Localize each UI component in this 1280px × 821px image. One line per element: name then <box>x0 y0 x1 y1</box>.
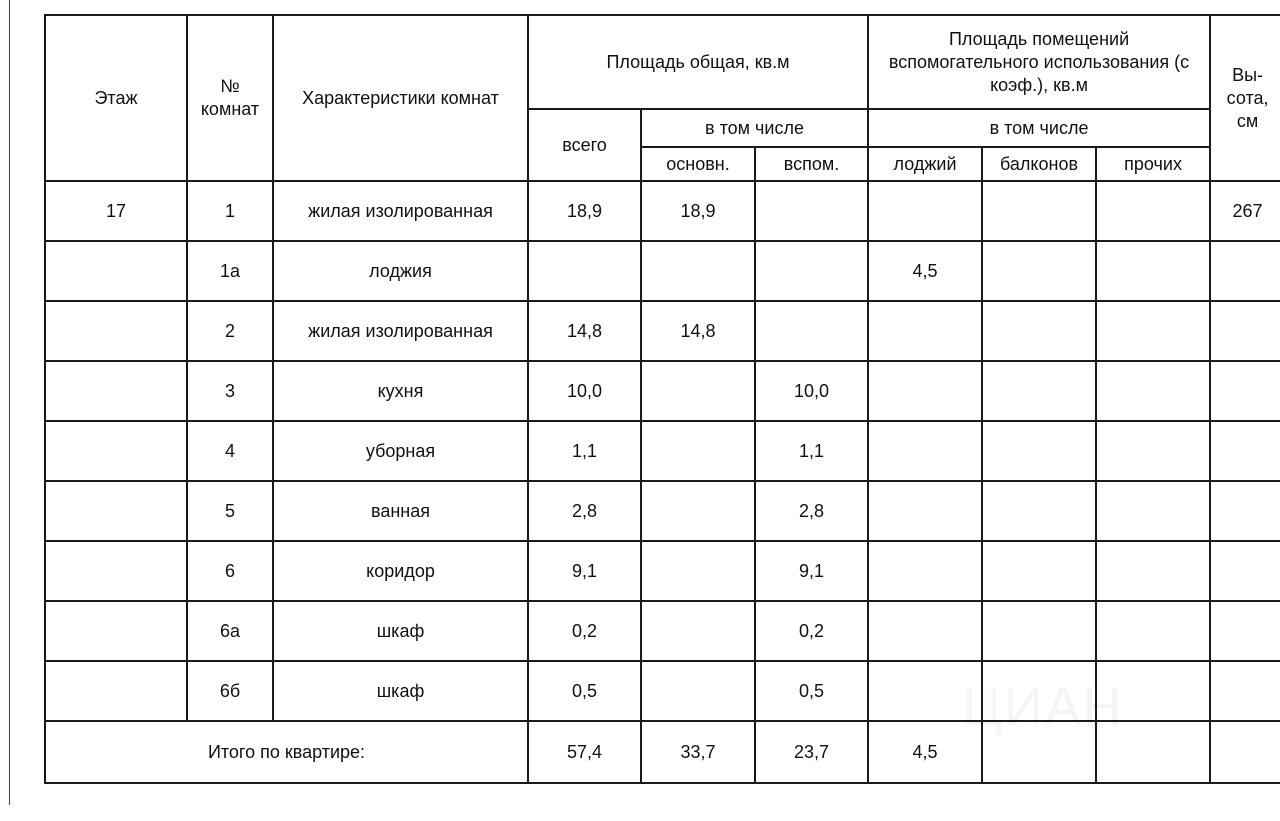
aux-area-cell: 0,5 <box>755 661 868 721</box>
total-area-cell: 1,1 <box>528 421 641 481</box>
room-number-cell: 3 <box>187 361 273 421</box>
main-area-cell: 18,9 <box>641 181 755 241</box>
floor-cell <box>45 601 187 661</box>
balcony-cell <box>982 661 1096 721</box>
main-area-cell <box>641 241 755 301</box>
loggia-cell <box>868 421 982 481</box>
total-area-cell: 18,9 <box>528 181 641 241</box>
aux-area-cell: 1,1 <box>755 421 868 481</box>
main-area-cell <box>641 361 755 421</box>
header-floor: Этаж <box>45 15 187 181</box>
room-explication-table <box>44 14 1280 784</box>
header-including-main: в том числе <box>641 109 868 147</box>
main-area-cell <box>641 481 755 541</box>
room-name-cell: шкаф <box>273 661 528 721</box>
totals-other <box>1096 721 1210 783</box>
room-name-cell: кухня <box>273 361 528 421</box>
room-name-cell: жилая изолированная <box>273 301 528 361</box>
loggia-cell <box>868 601 982 661</box>
loggia-cell <box>868 361 982 421</box>
room-number-cell: 1а <box>187 241 273 301</box>
aux-area-cell: 9,1 <box>755 541 868 601</box>
room-number-cell: 2 <box>187 301 273 361</box>
room-name-cell: жилая изолированная <box>273 181 528 241</box>
totals-main-area: 33,7 <box>641 721 755 783</box>
table-row <box>45 481 1280 541</box>
room-number-cell: 6а <box>187 601 273 661</box>
aux-area-cell: 10,0 <box>755 361 868 421</box>
room-name-cell: лоджия <box>273 241 528 301</box>
header-total-area: Площадь общая, кв.м <box>528 15 868 109</box>
total-area-cell: 0,5 <box>528 661 641 721</box>
totals-height <box>1210 721 1280 783</box>
room-name-cell: коридор <box>273 541 528 601</box>
main-area-cell <box>641 601 755 661</box>
room-number-cell: 6 <box>187 541 273 601</box>
height-cell: 267 <box>1210 181 1280 241</box>
table-row <box>45 241 1280 301</box>
header-including-auxiliary: в том числе <box>868 109 1210 147</box>
loggia-cell: 4,5 <box>868 241 982 301</box>
totals-total-area: 57,4 <box>528 721 641 783</box>
room-number-cell: 5 <box>187 481 273 541</box>
balcony-cell <box>982 481 1096 541</box>
room-name-cell: уборная <box>273 421 528 481</box>
room-number-cell: 6б <box>187 661 273 721</box>
loggia-cell <box>868 301 982 361</box>
table-row <box>45 301 1280 361</box>
height-cell <box>1210 481 1280 541</box>
balcony-cell <box>982 241 1096 301</box>
main-area-cell: 14,8 <box>641 301 755 361</box>
header-room-characteristics: Характеристики комнат <box>273 15 528 181</box>
main-area-cell <box>641 661 755 721</box>
loggia-cell <box>868 541 982 601</box>
total-area-cell: 2,8 <box>528 481 641 541</box>
left-page-border <box>0 0 10 805</box>
room-name-cell: шкаф <box>273 601 528 661</box>
header-loggias: лоджий <box>868 147 982 181</box>
header-main: основн. <box>641 147 755 181</box>
total-area-cell: 9,1 <box>528 541 641 601</box>
floor-cell <box>45 241 187 301</box>
other-cell <box>1096 361 1210 421</box>
height-cell <box>1210 421 1280 481</box>
height-cell <box>1210 301 1280 361</box>
floor-cell: 17 <box>45 181 187 241</box>
height-cell <box>1210 601 1280 661</box>
loggia-cell <box>868 181 982 241</box>
other-cell <box>1096 601 1210 661</box>
floor-cell <box>45 301 187 361</box>
totals-aux-area: 23,7 <box>755 721 868 783</box>
header-room-number: № комнат <box>187 15 273 181</box>
loggia-cell <box>868 481 982 541</box>
balcony-cell <box>982 601 1096 661</box>
header-row-1 <box>45 15 1280 109</box>
table-row <box>45 181 1280 241</box>
table-row <box>45 361 1280 421</box>
total-area-cell <box>528 241 641 301</box>
totals-label: Итого по квартире: <box>45 721 528 783</box>
aux-area-cell: 2,8 <box>755 481 868 541</box>
balcony-cell <box>982 541 1096 601</box>
totals-loggia: 4,5 <box>868 721 982 783</box>
totals-balcony <box>982 721 1096 783</box>
header-auxiliary: вспом. <box>755 147 868 181</box>
other-cell <box>1096 481 1210 541</box>
floor-cell <box>45 361 187 421</box>
header-total: всего <box>528 109 641 181</box>
floor-cell <box>45 481 187 541</box>
other-cell <box>1096 541 1210 601</box>
room-number-cell: 4 <box>187 421 273 481</box>
floor-cell <box>45 661 187 721</box>
other-cell <box>1096 181 1210 241</box>
floor-cell <box>45 421 187 481</box>
table-row <box>45 421 1280 481</box>
table-row <box>45 661 1280 721</box>
balcony-cell <box>982 301 1096 361</box>
height-cell <box>1210 661 1280 721</box>
aux-area-cell: 0,2 <box>755 601 868 661</box>
other-cell <box>1096 661 1210 721</box>
balcony-cell <box>982 421 1096 481</box>
table-row <box>45 541 1280 601</box>
height-cell <box>1210 241 1280 301</box>
balcony-cell <box>982 181 1096 241</box>
aux-area-cell <box>755 301 868 361</box>
other-cell <box>1096 421 1210 481</box>
header-balconies: балконов <box>982 147 1096 181</box>
total-area-cell: 14,8 <box>528 301 641 361</box>
height-cell <box>1210 541 1280 601</box>
table-row <box>45 601 1280 661</box>
header-other: прочих <box>1096 147 1210 181</box>
main-area-cell <box>641 421 755 481</box>
totals-row <box>45 721 1280 783</box>
other-cell <box>1096 301 1210 361</box>
balcony-cell <box>982 361 1096 421</box>
loggia-cell <box>868 661 982 721</box>
total-area-cell: 10,0 <box>528 361 641 421</box>
other-cell <box>1096 241 1210 301</box>
aux-area-cell <box>755 181 868 241</box>
floor-cell <box>45 541 187 601</box>
header-auxiliary-area: Площадь помещений вспомогательного использования (с коэф.), кв.м <box>868 15 1210 109</box>
aux-area-cell <box>755 241 868 301</box>
total-area-cell: 0,2 <box>528 601 641 661</box>
main-area-cell <box>641 541 755 601</box>
header-height: Вы-сота, см <box>1210 15 1280 181</box>
cropped-top-text <box>146 0 326 6</box>
room-number-cell: 1 <box>187 181 273 241</box>
height-cell <box>1210 361 1280 421</box>
room-name-cell: ванная <box>273 481 528 541</box>
